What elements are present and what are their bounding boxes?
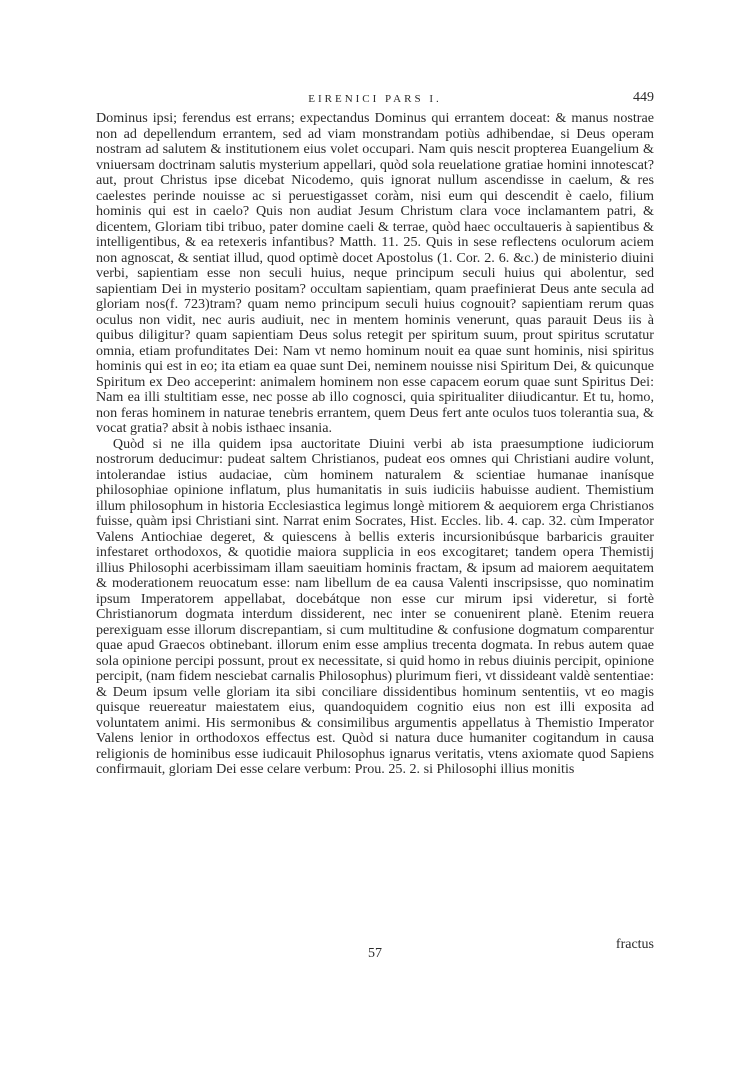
body-text bbox=[96, 111, 654, 778]
catchword: fractus bbox=[615, 937, 654, 952]
signature-mark: 57 bbox=[368, 946, 382, 961]
running-title: EIRENICI PARS I. bbox=[308, 93, 442, 105]
page-footer bbox=[96, 937, 654, 964]
page-number: 449 bbox=[633, 90, 654, 105]
paragraph-2: Quòd si ne illa quidem ipsa auctoritate Diuini verbi ab ista praesumptione iudiciorum nostrorum deducimur: pudeat saltem Christianos, pudeat eos omnes qui Christiani audire volunt, intolerandae istius audaciae, cùm hominem naturalem & scientiae humanae inanísque philosophiae opinione inflatum, plus humanitatis in suis iudiciis habuisse audient. Themistium illum philosophum in historia Ecclesiastica legimus longè mitiorem & aequiorem erga Christianos fuisse, quàm ipsi Christiani sint. Narrat enim Socrates, Hist. Eccles. lib. 4. cap. 32. cùm Imperator Valens Antiochiae degeret, & quiescens à bellis exteris incursionibúsque barbaricis grauiter infestaret orthodoxos, & quotidie maiora supplicia in eos excogitaret; tandem opera Themistij illius Philosophi acerbissimam illam saeuitiam hominis fractam, & ipsum ad maiorem aequitatem & moderationem reuocatum esse: nam libellum de ea causa Valenti inscripsisse, quo nominatim ipsum Imperatorem appellabat, docebátque non esse cur mirum ipsi videretur, si fortè Christianorum dogmata interdum dissiderent, nec inter se conuenirent planè. Etenim reuera perexiguam esse illorum discrepantiam, si cum multitudine & confusione dogmatum comparentur quae apud Graecos obtinebant. illorum enim esse amplius trecenta dogmata. In rebus autem quae sola opinione percipi possunt, prout ex necessitate, si quid homo in rebus diuinis percipit, opinione percipit, (nam fidem nesciebat carnalis Philosophus) plurimum fieri, vt dissideant valdè sententiae: & Deum ipsum velle gloriam ita sibi conciliare dissidentibus hominum sententiis, vt eo magis quisque reuereatur maiestatem eius, quandoquidem cognitio eius non est illi exposita ad voluntatem animi. His sermonibus & consimilibus argumentis appellatus à Themistio Imperator Valens lenior in orthodoxos effectus est. Quòd si natura duce humaniter cogitandum in causa religionis de hominibus esse iudicauit Philosophus ignarus veritatis, vtens axiomate quod Sapiens confirmauit, gloriam Dei esse celare verbum: Prou. 25. 2. si Philosophi illius monitis bbox=[96, 435, 654, 777]
paragraph-1: Dominus ipsi; ferendus est errans; expectandus Dominus qui errantem doceat: & manus nostrae non ad depellendum errantem, sed ad viam monstrandam potiùs adhibendae, si Deus operam nostram ad salutem & institutionem eius volet occupari. Nam quis nescit propterea Euangelium & vniuersam doctrinam salutis mysterium appellari, quòd sola reuelatione gratiae homini innotescat? aut, prout Christus ipse dicebat Nicodemo, quis ignorat nullum ascendisse in caelum, & res caelestes perinde nouisse ac si peruestigasset coràm, nisi eum qui descendit è caelo, filium hominis qui est in caelo? Quis non audiat Jesum Christum clara voce inclamantem patri, & dicentem, Gloriam tibi tribuo, pater domine caeli & terrae, quòd haec occultaueris à sapientibus & intelligentibus, & ea retexeris infantibus? Matth. 11. 25. Quis in sese reflectens oculorum aciem non agnoscat, & sentiat illud, quod optimè docet Apostolus (1. Cor. 2. 6. &c.) de ministerio diuini verbi, sapientiam esse non seculi huius, neque principum seculi huius qui abolentur, sed sapientiam Dei in mysterio positam? occultam sapientiam, quam praefinierat Deus ante secula ad gloriam nos(f. 723)tram? quam nemo principum seculi huius cognouit? sapientiam rerum quas oculus non vidit, nec auris audiuit, nec in mentem hominis venerunt, quas parauit Deus iis à quibus diligitur? quam sapientiam Deus solus retegit per spiritum suum, prout spiritus scrutatur omnia, etiam profunditates Dei: Nam vt nemo hominum nouit ea quae sunt hominis, nisi spiritus hominis qui est in eo; ita etiam ea quae sunt Dei, neminem nouisse nisi Spiritum Dei, & quicunque Spiritum ex Deo acceperint: animalem hominem non esse capacem eorum quae sunt Spiritus Dei: Nam ea illi stultitiam esse, nec posse ab illo cognosci, quia spiritualiter diiudicantur. Et tu, homo, non feras hominem in naturae tenebris errantem, quem Deus fert ante oculos tuos tolerantia sua, & vocat gratia? absit à nobis isthaec insania. bbox=[96, 110, 654, 436]
running-head bbox=[96, 90, 654, 110]
